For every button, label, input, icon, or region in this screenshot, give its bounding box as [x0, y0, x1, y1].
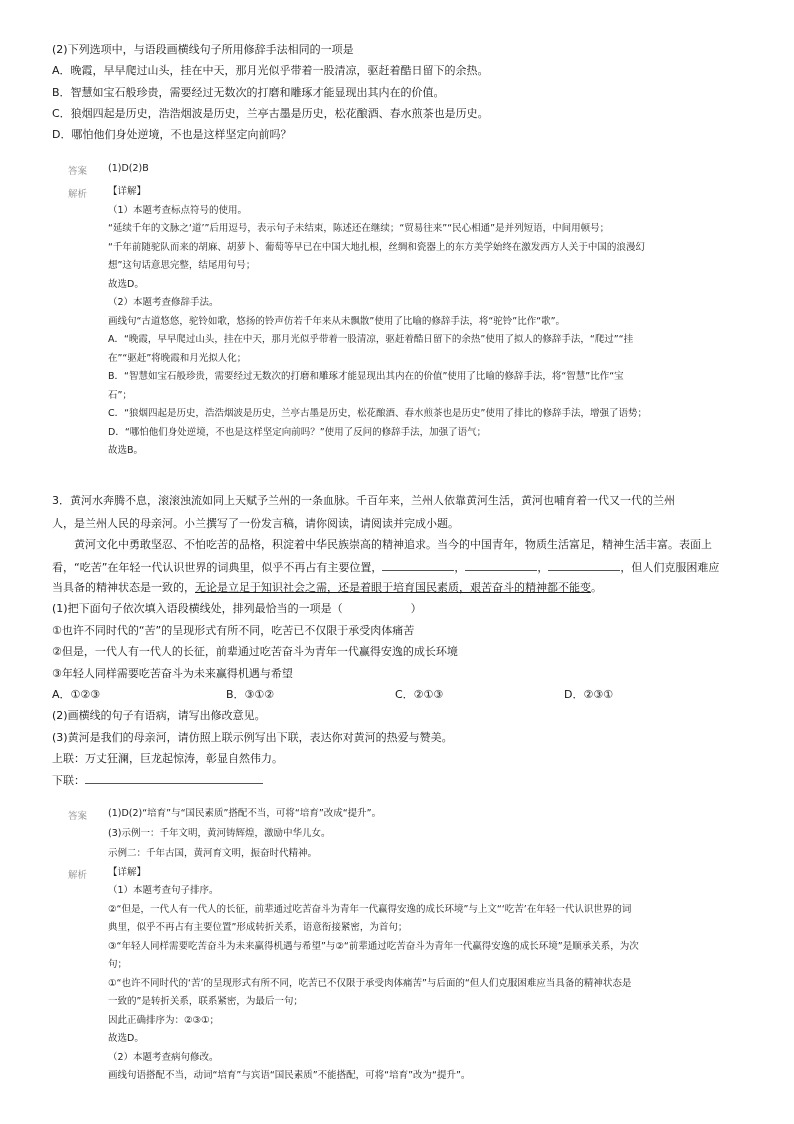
choice-b: B．③①②: [226, 688, 275, 701]
analysis-label: 解析: [68, 870, 88, 881]
passage-text: 看，“吃苦”在年轻一代认识世界的词典里，似乎不再占有主要位置，: [52, 561, 383, 574]
question-3-intro: 3．黄河水奔腾不息，滚滚浊流如同上天赋予兰州的一条血脉。千百年来，兰州人依靠黄河生活，黄河也哺育着一代又一代的兰州: [52, 494, 675, 507]
sub-question-2: (2)画横线的句子有语病，请写出修改意见。: [52, 709, 266, 722]
analysis-line: （1）本题考查标点符号的使用。: [108, 205, 248, 216]
question-3-passage: 看，“吃苦”在年轻一代认识世界的词典里，似乎不再占有主要位置， ， ， ，但人们克服困难应: [52, 561, 720, 574]
fill-blank-2[interactable]: [465, 560, 537, 571]
analysis-line: 故选D。: [108, 279, 144, 290]
analysis-line: （2）本题考查修辞手法。: [108, 297, 219, 308]
analysis-line: 一致的”是转折关系，联系紧密，为最后一句；: [108, 996, 303, 1007]
question-2-stem: (2)下列选项中，与语段画横线句子所用修辞手法相同的一项是: [52, 43, 354, 56]
analysis-line: ①“也许不同时代的‘苦’的呈现形式有所不同，吃苦已不仅限于承受肉体痛苦”与后面的“但人们克服困难应当具备的精神状态是: [108, 978, 632, 989]
analysis-line: 在”“驱赶”将晚霞和月光拟人化；: [108, 353, 247, 364]
analysis-line: （2）本题考查病句修改。: [108, 1052, 219, 1063]
analysis-line: 句；: [108, 959, 128, 970]
analysis-line: 【详解】: [108, 186, 147, 197]
analysis-line: 故选D。: [108, 1033, 144, 1044]
answer-text: (3)示例一：千年文明，黄河铸辉煌，激励中华儿女。: [108, 828, 331, 839]
fill-blank-3[interactable]: [548, 560, 620, 571]
choice-d: D．②③①: [564, 688, 614, 701]
question-3-intro: 人，是兰州人民的母亲河。小兰撰写了一份发言稿，请你阅读，请阅读并完成小题。: [52, 517, 459, 530]
analysis-line: 因此正确排序为：②③①；: [108, 1015, 220, 1026]
analysis-line: 想”这句话意思完整，结尾用句号；: [108, 260, 256, 271]
sub-question-3: (3)黄河是我们的母亲河，请仿照上联示例写出下联，表达你对黄河的热爱与赞美。: [52, 731, 453, 744]
analysis-line: D．“哪怕他们身处逆境，不也是这样坚定向前吗？”使用了反问的修辞手法，加强了语气；: [108, 427, 487, 438]
analysis-line: ②“但是，一代人有一代人的长征，前辈通过吃苦奋斗为青年一代赢得安逸的成长环境”与上文“‘吃苦’在年轻一代认识世界的词: [108, 904, 632, 915]
answer-text: (1)D(2)B: [108, 163, 149, 174]
answer-text: (1)D(2)“培育”与“国民素质”搭配不当，可将“培育”改成“提升”。: [108, 808, 382, 819]
choice-a: A．①②③: [52, 688, 101, 701]
analysis-line: ③“年轻人同样需要吃苦奋斗为未来赢得机遇与希望”与②“前辈通过吃苦奋斗为青年一代赢得安逸的成长环境”是顺承关系，为次: [108, 941, 639, 952]
question-2-option-b: B．智慧如宝石般珍贵，需要经过无数次的打磨和雕琢才能显现出其内在的价值。: [52, 86, 445, 99]
passage-text: 当具备的精神状态是一致的，: [52, 581, 195, 594]
lower-couplet-label: 下联：: [52, 774, 85, 787]
question-2-option-d: D．哪怕他们身处逆境，不也是这样坚定向前吗？: [52, 128, 292, 141]
analysis-line: 【详解】: [108, 867, 147, 878]
question-3-passage: [52, 581, 602, 595]
analysis-label: 解析: [68, 189, 88, 200]
sentence-2: ②但是，一代人有一代人的长征，前辈通过吃苦奋斗为青年一代赢得安逸的成长环境: [52, 645, 458, 658]
sentence-1: ①也许不同时代的“苦”的呈现形式有所不同，吃苦已不仅限于承受肉体痛苦: [52, 624, 415, 637]
answer-label: 答案: [68, 811, 88, 822]
analysis-line: A．“晚霞，早早爬过山头，挂在中天，那月光似乎带着一股清凉，驱赶着酷日留下的余热”使用了拟人的修辞手法，“爬过”“挂: [108, 334, 634, 345]
analysis-line: 画线句“古道悠悠，驼铃如歌，悠扬的铃声仿若千年来从未飘散”使用了比喻的修辞手法，将“驼铃”比作“歌”。: [108, 316, 566, 327]
underlined-sentence: 无论是立足于知识社会之需，还是着眼于培育国民素质，艰苦奋斗的精神都不能变: [195, 581, 591, 594]
passage-text: ，但人们克服困难应: [620, 561, 720, 574]
fill-blank-1[interactable]: [382, 560, 454, 571]
analysis-line: “延续千年的文脉之‘道’”后用逗号，表示句子未结束，陈述还在继续；“贸易往来”“民心相通”是并列短语，中间用顿号；: [108, 223, 610, 234]
question-2-option-a: A．晚霞，早早爬过山头，挂在中天，那月光似乎带着一股清凉，驱赶着酷日留下的余热。: [52, 64, 489, 77]
answer-label: 答案: [68, 166, 88, 177]
sub-question-1-text: (1)把下面句子依次填入语段横线处，排列最恰当的一项是（: [52, 602, 343, 615]
question-3-passage: 黄河文化中勇敢坚忍、不怕吃苦的品格，积淀着中华民族崇高的精神追求。当今的中国青年，物质生活富足，精神生活丰富。表面上: [74, 538, 712, 551]
paren-close: ）: [410, 602, 422, 615]
analysis-line: B．“智慧如宝石般珍贵，需要经过无数次的打磨和雕琢才能显现出其内在的价值”使用了比喻的修辞手法，将“智慧”比作“宝: [108, 371, 624, 382]
analysis-line: 典里，似乎不再占有主要位置”形成转折关系，语意衔接紧密，为首句；: [108, 922, 408, 933]
analysis-line: C．“狼烟四起是历史，浩浩烟波是历史，兰亭古墨是历史，松花酿酒、春水煎茶也是历史”使用了排比的修辞手法，增强了语势；: [108, 408, 647, 419]
lower-couplet-blank[interactable]: [85, 773, 263, 784]
choice-c: C．②①③: [395, 688, 444, 701]
question-2-option-c: C．狼烟四起是历史，浩浩烟波是历史，兰亭古墨是历史，松花酿酒、春水煎茶也是历史。: [52, 107, 489, 120]
analysis-line: “千年前随驼队而来的胡麻、胡萝卜、葡萄等早已在中国大地扎根，丝绸和瓷器上的东方美学始终在激发西方人关于中国的浪漫幻: [108, 242, 645, 253]
analysis-line: 画线句语搭配不当，动词“培育”与宾语“国民素质”不能搭配，可将“培育”改为“提升”。: [108, 1070, 471, 1081]
lower-couplet: [52, 773, 263, 788]
analysis-line: 石”；: [108, 390, 132, 401]
analysis-line: 故选B。: [108, 445, 144, 456]
upper-couplet: 上联：万丈狂澜，巨龙起惊涛，彰显自然伟力。: [52, 752, 283, 765]
answer-text: 示例二：千年古国，黄河育文明，振奋时代精神。: [108, 848, 318, 859]
passage-text: 。: [591, 581, 602, 594]
sentence-3: ③年轻人同样需要吃苦奋斗为未来赢得机遇与希望: [52, 667, 293, 680]
sub-question-1: [52, 602, 422, 616]
analysis-line: （1）本题考查句子排序。: [108, 885, 219, 896]
